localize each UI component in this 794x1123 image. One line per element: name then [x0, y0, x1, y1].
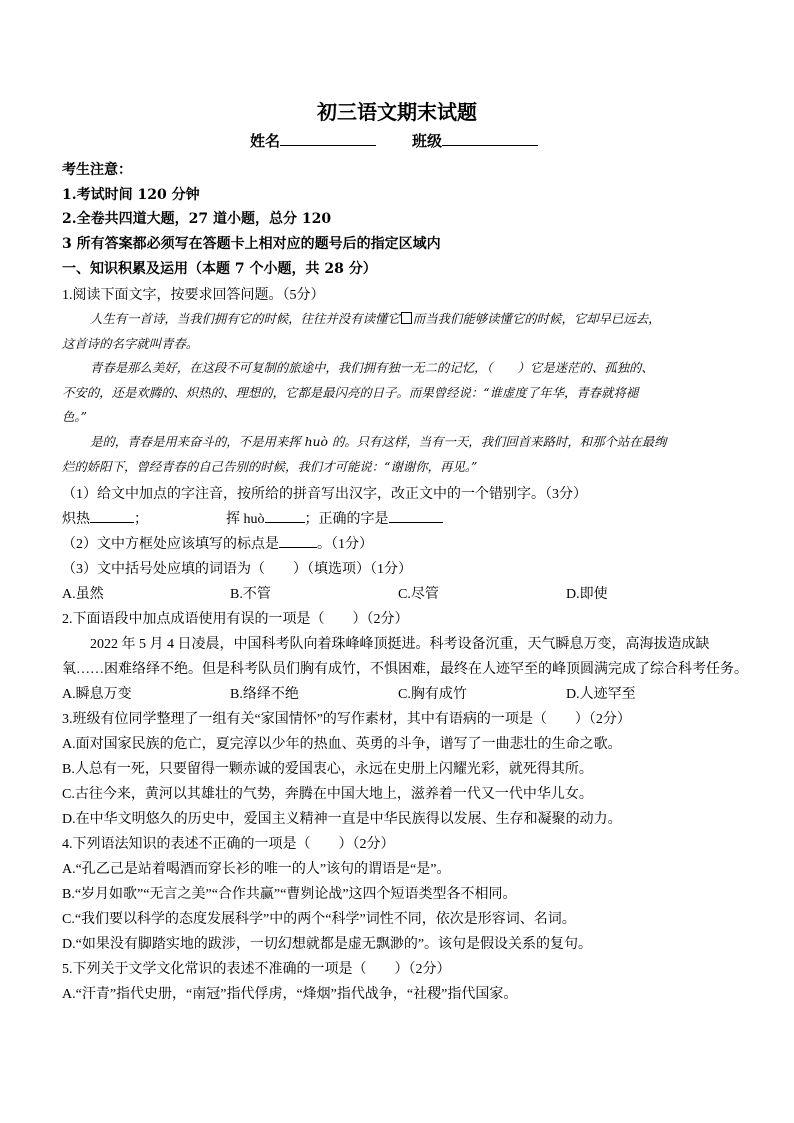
passage-line: 2022 年 5 月 4 日凌晨，中国科考队向着珠峰峰顶挺进。科考设备沉重，天气瞬息万变，高海拔造成缺 — [90, 637, 710, 652]
passage-line: 色。” — [62, 409, 87, 424]
option-d[interactable]: D.人迹罕至 — [566, 687, 636, 702]
passage-line: 人生有一首诗，当我们拥有它的时候，往往并没有读懂它 而当我们能够读懂它的时候，它却早已远去， — [90, 311, 661, 326]
answer-blank[interactable] — [265, 509, 305, 523]
option-a[interactable]: A.“孔乙己是站着喝酒而穿长衫的唯一的人”该句的谓语是“是”。 — [62, 862, 451, 877]
name-blank[interactable] — [280, 131, 376, 146]
option-d[interactable]: D.在中华文明悠久的历史中，爱国主义精神一直是中华民族得以发展、生存和凝聚的动力。 — [62, 812, 622, 827]
option-a[interactable]: A.“汗青”指代史册，“南冠”指代俘虏，“烽烟”指代战争，“社稷”指代国家。 — [62, 987, 518, 1002]
passage-line: 氧……困难络绎不绝。但是科考队员们胸有成竹，不惧困难，最终在人迹罕至的峰顶圆满完成了综合科考任务。 — [62, 662, 748, 677]
option-a[interactable]: A.虽然 — [62, 587, 104, 602]
option-d[interactable]: D.即使 — [566, 587, 608, 602]
name-label: 姓名 — [250, 132, 281, 150]
sub-question: （3）文中括号处应填的词语为（ ）（填选项）（1分） — [62, 562, 412, 577]
option-a[interactable]: A.面对国家民族的危亡，夏完淳以少年的热血、英勇的斗争，谱写了一曲悲壮的生命之歌。 — [62, 737, 622, 752]
class-label: 班级 — [412, 132, 443, 150]
punctuation-box — [401, 312, 412, 324]
option-c[interactable]: C.“我们要以科学的态度发展科学”中的两个“科学”词性不同，依次是形容词、名词。 — [62, 912, 576, 927]
option-a[interactable]: A.瞬息万变 — [62, 687, 132, 702]
class-blank[interactable] — [442, 131, 538, 146]
question-stem: 5.下列关于文学文化常识的表述不准确的一项是（ ）（2分） — [62, 962, 451, 977]
option-c[interactable]: C.古往今来，黄河以其雄壮的气势，奔腾在中国大地上，滋养着一代又一代中华儿女。 — [62, 787, 593, 802]
question-stem: 1.阅读下面文字，按要求回答问题。（5分） — [62, 288, 325, 303]
question-stem: 3.班级有位同学整理了一组有关“家国情怀”的写作素材，其中有语病的一项是（ ）（2分） — [62, 712, 631, 727]
option-c[interactable]: C.尽管 — [398, 587, 439, 602]
notice-item: 3 所有答案都必须写在答题卡上相对应的题号后的指定区域内 — [62, 236, 441, 252]
page-title: 初三语文期末试题 — [317, 100, 477, 124]
option-b[interactable]: B.络绎不绝 — [230, 687, 299, 702]
passage-line: 青春是那么美好，在这段不可复制的旅途中，我们拥有独一无二的记忆，（ ）它是迷茫的、孤独的、 — [90, 360, 654, 375]
option-c[interactable]: C.胸有成竹 — [398, 687, 467, 702]
passage-line: 是的，青春是用来奋斗的，不是用来挥 huò 的。只有这样，当有一天，我们回首来路时，和那个站在最绚 — [90, 434, 667, 449]
question-stem: 4.下列语法知识的表述不正确的一项是（ ）（2分） — [62, 837, 395, 852]
notice-item: 2.全卷共四道大题，27 道小题，总分 120 — [62, 211, 332, 227]
passage-line: 烂的娇阳下，曾经青春的自己告别的时候，我们才可能说：“谢谢你，再见。” — [62, 459, 478, 474]
question-stem: 2.下面语段中加点成语使用有误的一项是（ ）（2分） — [62, 612, 409, 627]
sub-question: （2）文中方框处应该填写的标点是 。（1分） — [62, 533, 373, 553]
option-b[interactable]: B.人总有一死，只要留得一颗赤诚的爱国衷心，永远在史册上闪耀光彩，就死得其所。 — [62, 762, 593, 777]
notice-item: 1.考试时间 120 分钟 — [62, 187, 200, 203]
option-d[interactable]: D.“如果没有脚踏实地的跋涉，一切幻想就都是虚无飘渺的”。该句是假设关系的复句。 — [62, 937, 593, 952]
student-info-bar — [250, 130, 538, 151]
section-heading: 一、知识积累及运用（本题 7 个小题，共 28 分） — [62, 261, 377, 277]
passage-line: 这首诗的名字就叫青春。 — [62, 336, 199, 351]
answer-blank[interactable] — [389, 509, 443, 523]
option-b[interactable]: B.不管 — [230, 587, 271, 602]
passage-line: 不安的，还是欢腾的、炽热的、理想的，它都是最闪亮的日子。而果曾经说：“谁虚度了年华，青春就将褪 — [62, 385, 639, 400]
notice-heading: 考生注意： — [62, 162, 132, 178]
answer-blank[interactable] — [279, 534, 317, 548]
sub-question: （1）给文中加点的字注音，按所给的拼音写出汉字，改正文中的一个错别字。（3分） — [62, 487, 587, 502]
option-b[interactable]: B.“岁月如歌”“无言之美”“合作共赢”“曹刿论战”这四个短语类型各不相同。 — [62, 887, 517, 902]
sub-question-answers: 炽热 ； 挥 huò ；正确的字是 — [62, 508, 443, 528]
answer-blank[interactable] — [90, 509, 134, 523]
